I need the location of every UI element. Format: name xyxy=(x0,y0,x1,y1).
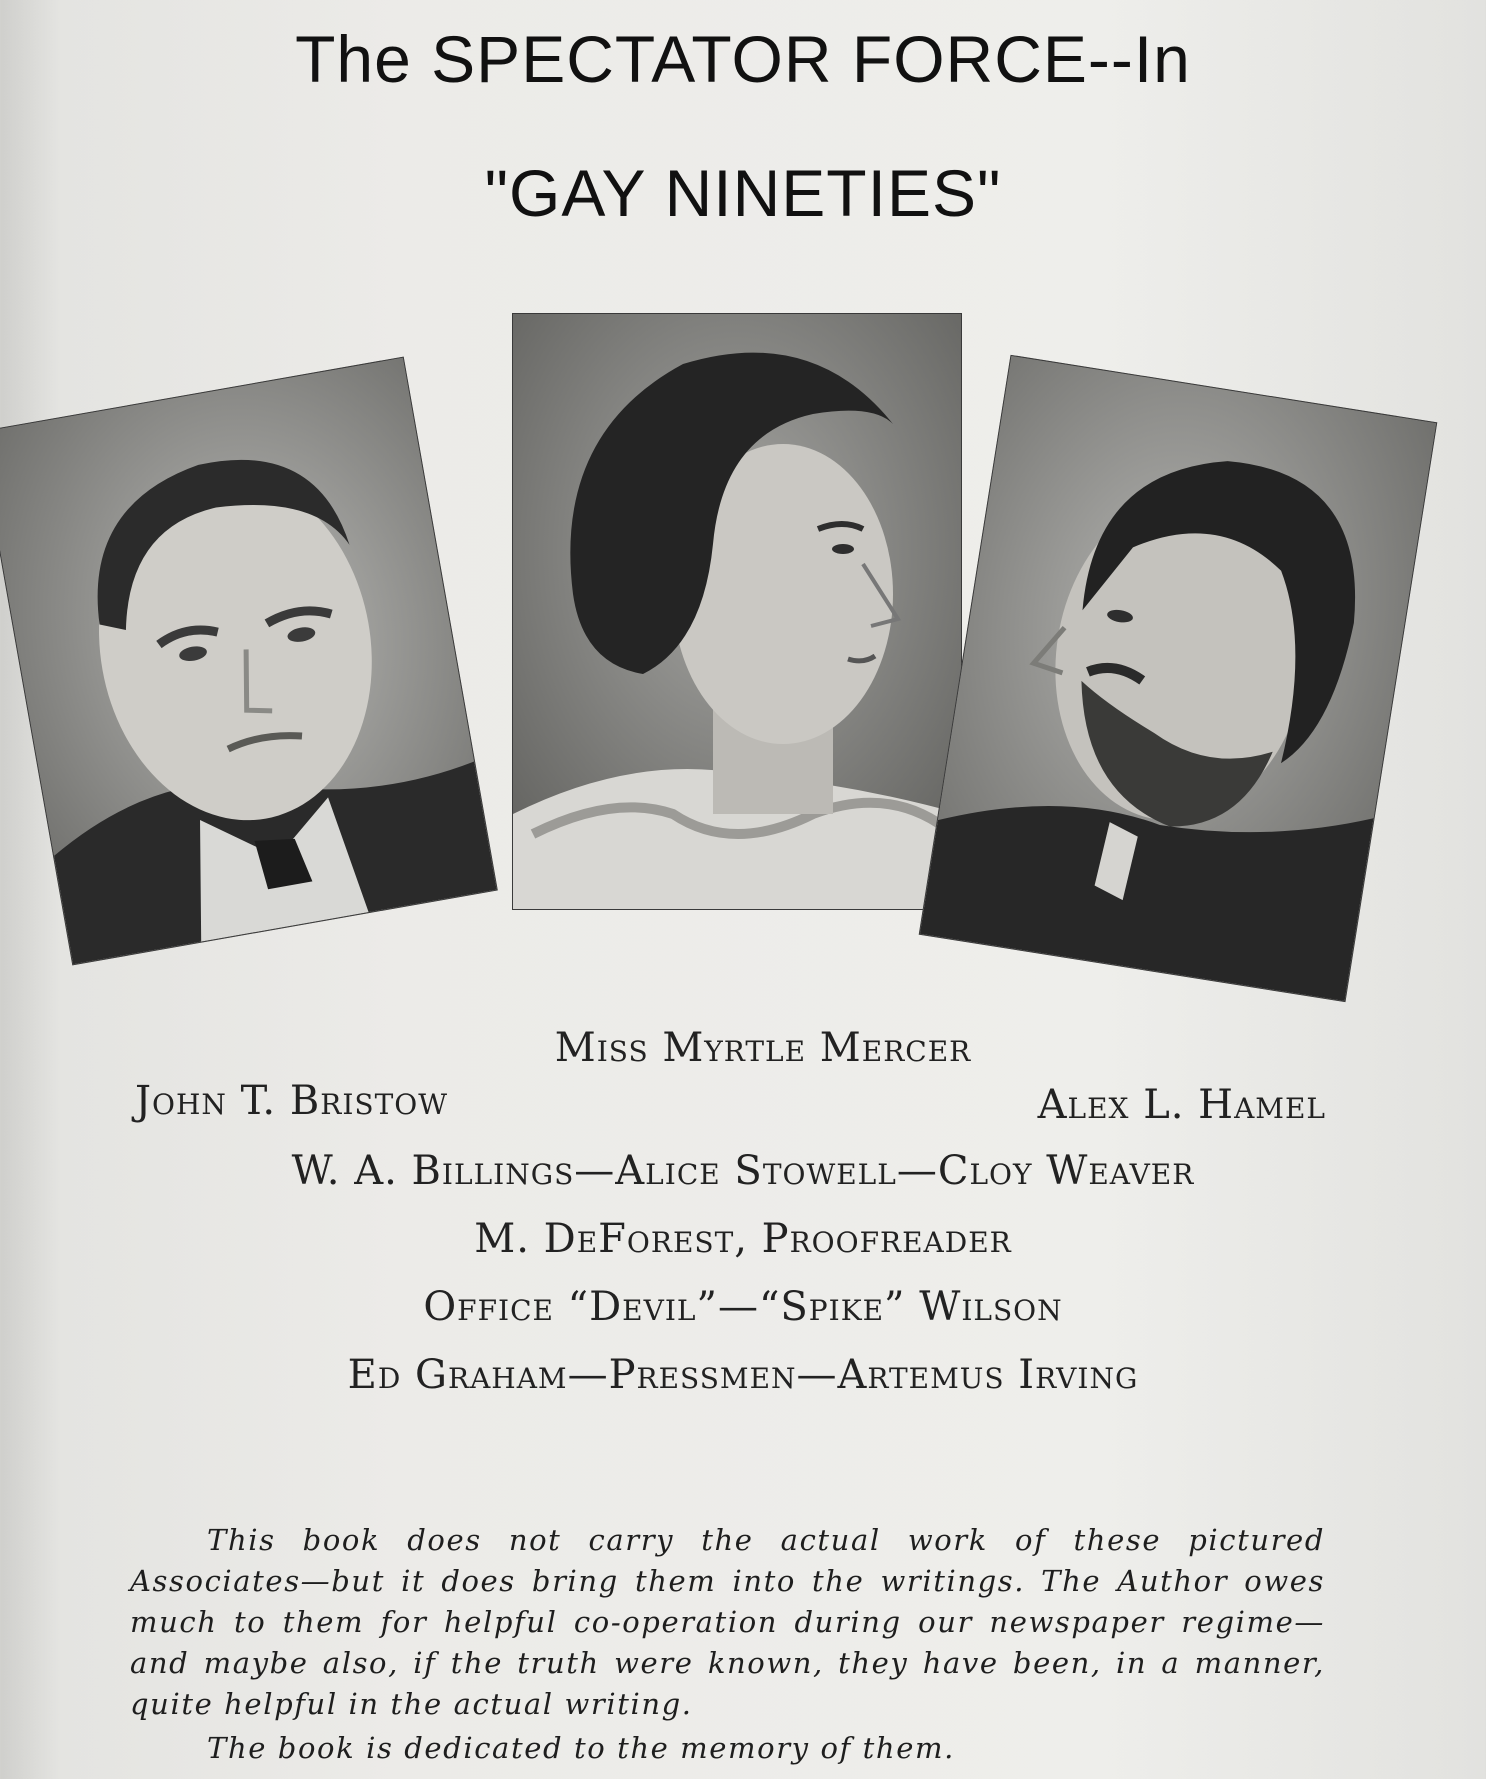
portrait-myrtle-mercer xyxy=(512,313,962,910)
pressmen-line: Ed Graham—Pressmen—Artemus Irving xyxy=(347,1352,1139,1398)
page-title-line-2: "GAY NINETIES" xyxy=(484,156,1002,230)
portrait-alex-l-hamel xyxy=(919,355,1438,1002)
caption-myrtle-mercer: Miss Myrtle Mercer xyxy=(554,1025,972,1071)
dedication-closing: The book is dedicated to the memory of them. xyxy=(207,1731,955,1765)
proofreader-line: M. DeForest, Proofreader xyxy=(474,1216,1012,1262)
staff-line: W. A. Billings—Alice Stowell—Cloy Weaver xyxy=(291,1148,1195,1194)
office-devil-line: Office “Devil”—“Spike” Wilson xyxy=(423,1284,1063,1330)
caption-john-t-bristow: John T. Bristow xyxy=(135,1078,448,1124)
caption-alex-l-hamel: Alex L. Hamel xyxy=(1037,1082,1326,1128)
dedication-paragraph: This book does not carry the actual work of these pictured Associates—but it does bring them into the writings. The Author owes much to them for helpful co-operation during our newspaper regime—and maybe also, if the truth were known, they have been, in a manner, quite helpful in the actual writing. xyxy=(130,1523,1325,1721)
portrait-john-t-bristow xyxy=(0,357,498,966)
page-title-line-1: The SPECTATOR FORCE--In xyxy=(295,22,1191,96)
